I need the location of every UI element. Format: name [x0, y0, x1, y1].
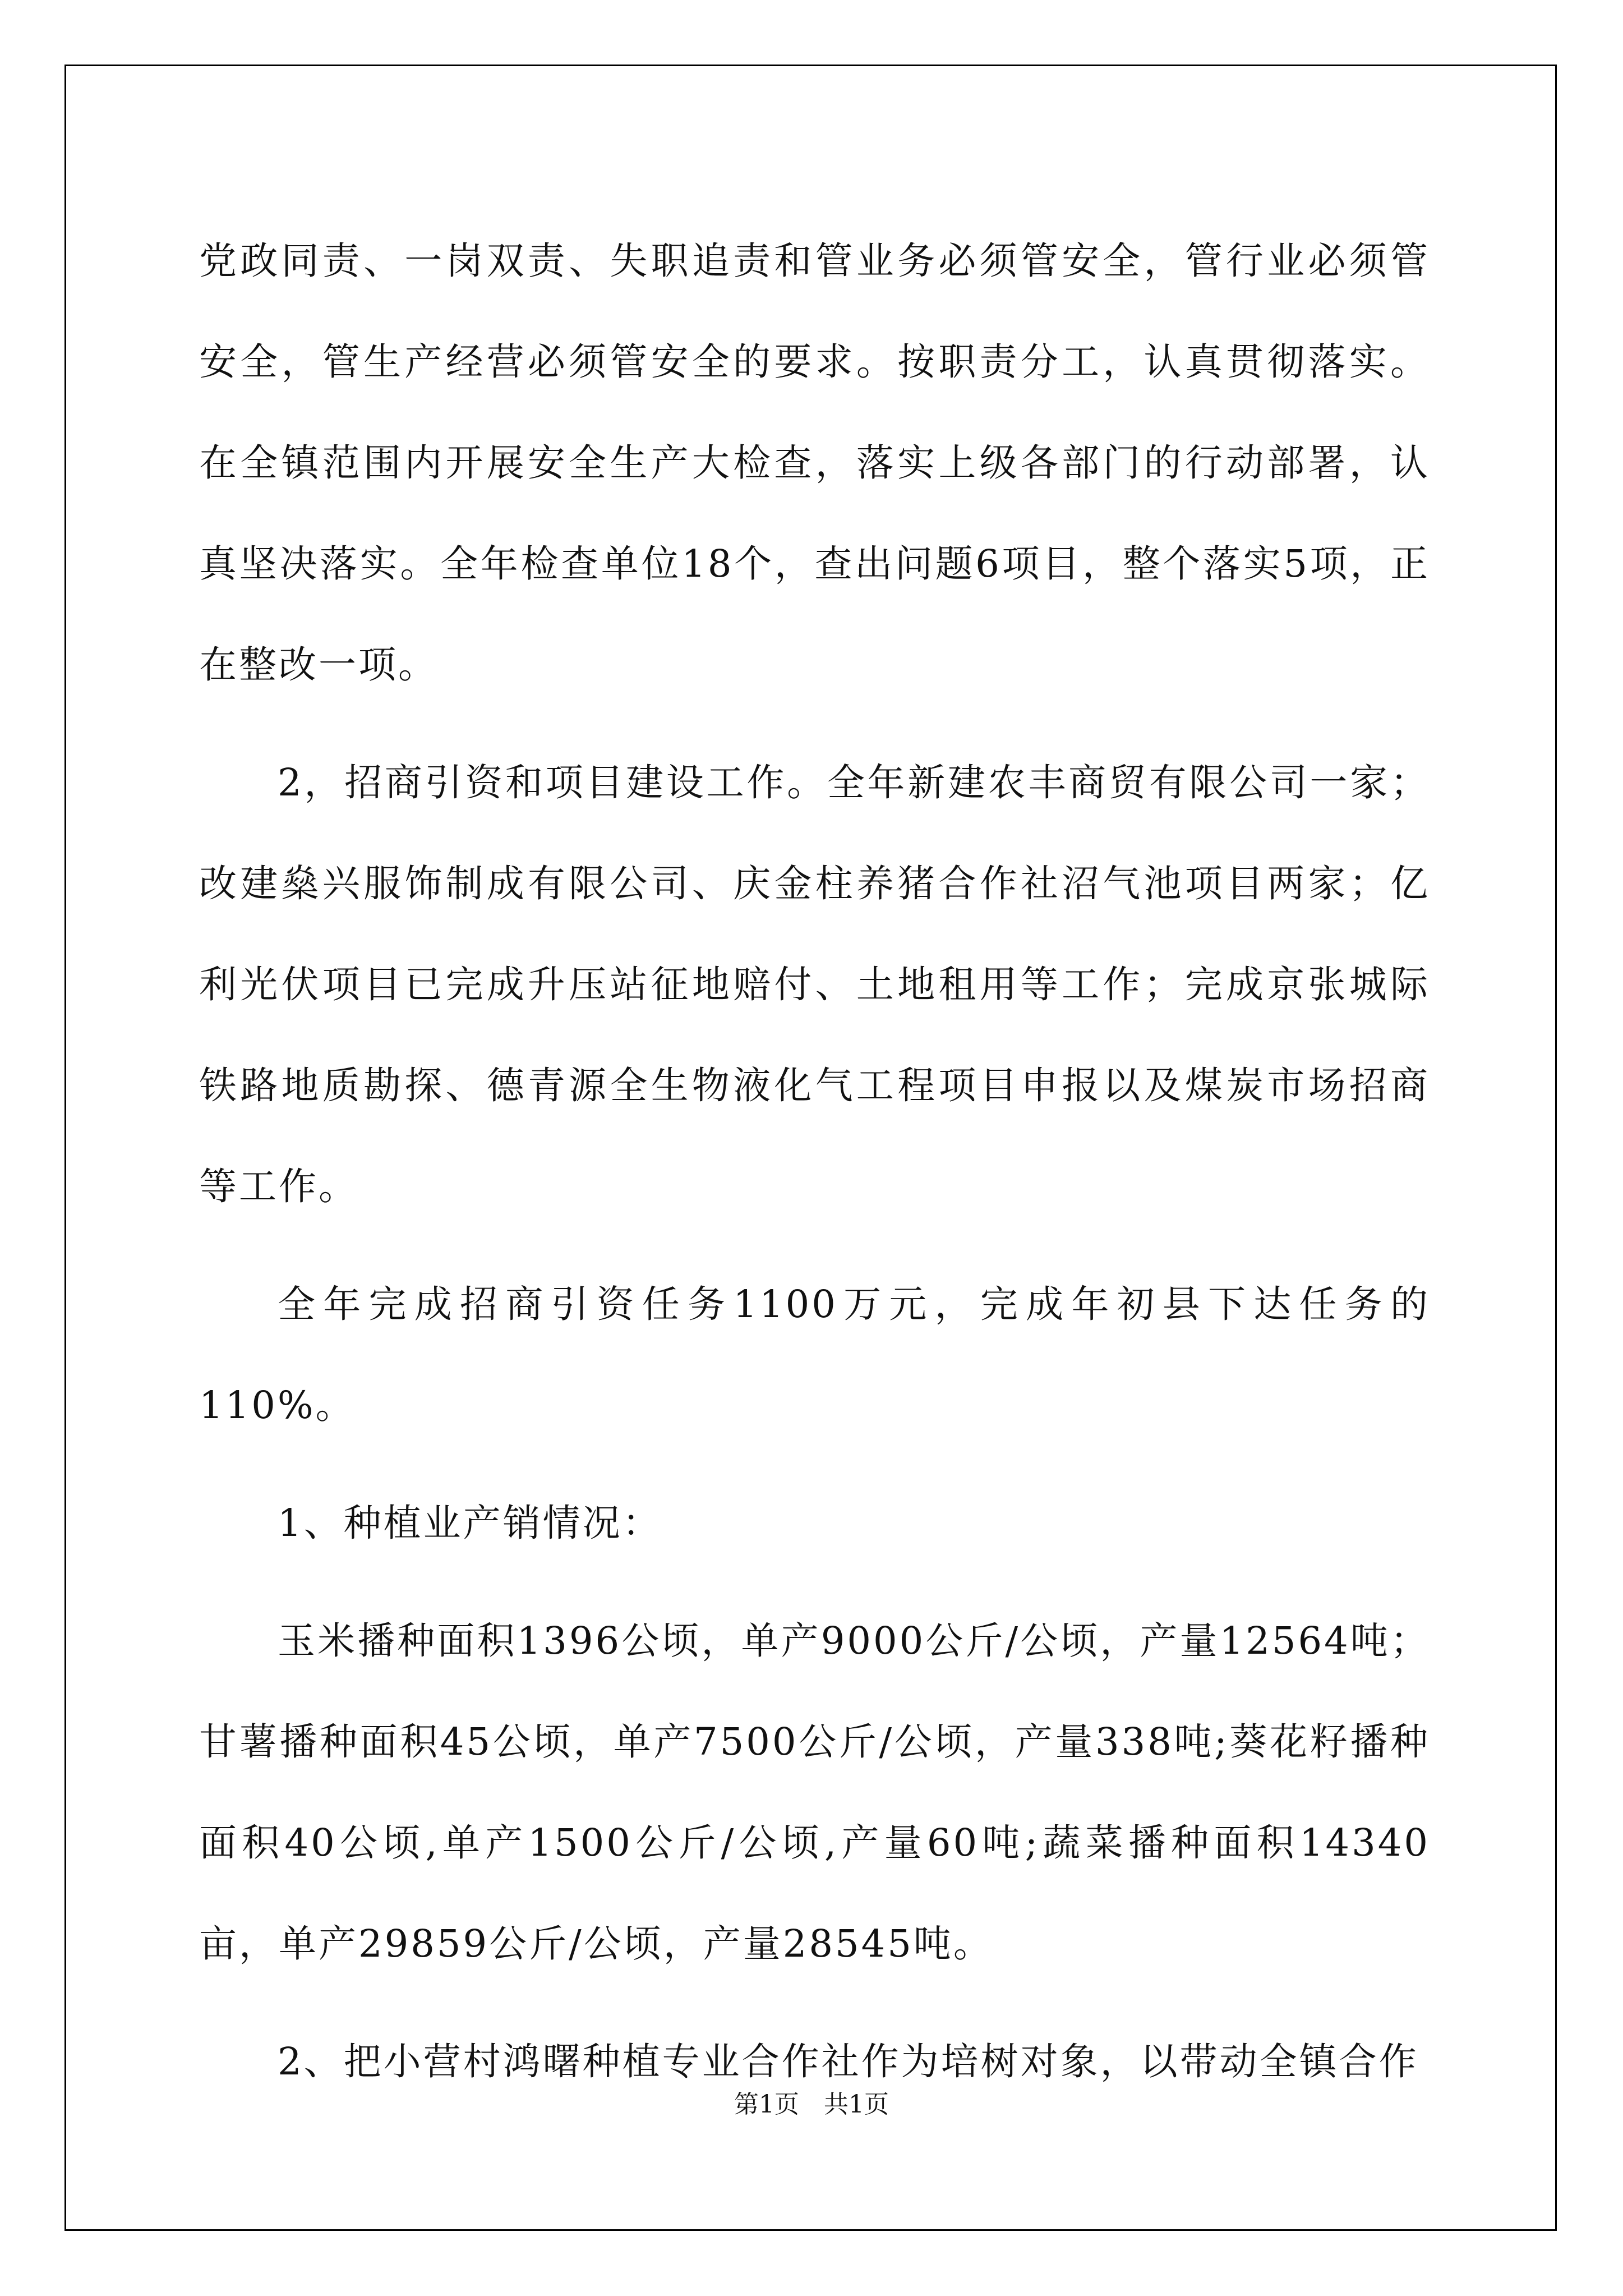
paragraph-planting-heading: 1、种植业产销情况：	[278, 1501, 662, 1545]
page-number-footer: 第1页 共1页	[734, 2090, 889, 2119]
paragraph-safety-inspection: 党政同责、一岗双责、失职追责和管业务必须管安全，管行业必须管安全，管生产经营必须管安全的要求。按职责分工，认真贯彻落实。在全镇范围内开展安全生产大检查，落实上级各部门的行动部署，认真坚决落实。全年检查单位18个，查出问题6项目，整个落实5项，正在整改一项。	[199, 239, 1430, 687]
paragraph-investment-total: 全年完成招商引资任务1100万元，完成年初县下达任务的110%。	[199, 1282, 1430, 1427]
paragraph-planting-figures: 玉米播种面积1396公顷，单产9000公斤/公顷，产量12564吨；甘薯播种面积45公顷，单产7500公斤/公顷，产量338吨;葵花籽播种面积40公顷,单产1500公斤/公顷,产量60吨;蔬菜播种面积14340亩，单产29859公斤/公顷，产量28545吨。	[199, 1619, 1430, 1966]
paragraph-cooperative: 2、把小营村鸿曙种植专业合作社作为培树对象，以带动全镇合作	[278, 2040, 1419, 2083]
document-body	[199, 210, 1430, 2112]
paragraph-investment-projects: 2，招商引资和项目建设工作。全年新建农丰商贸有限公司一家；改建燊兴服饰制成有限公司、庆金柱养猪合作社沼气池项目两家；亿利光伏项目已完成升压站征地赔付、土地租用等工作；完成京张城际铁路地质勘探、德青源全生物液化气工程项目申报以及煤炭市场招商等工作。	[199, 761, 1430, 1208]
